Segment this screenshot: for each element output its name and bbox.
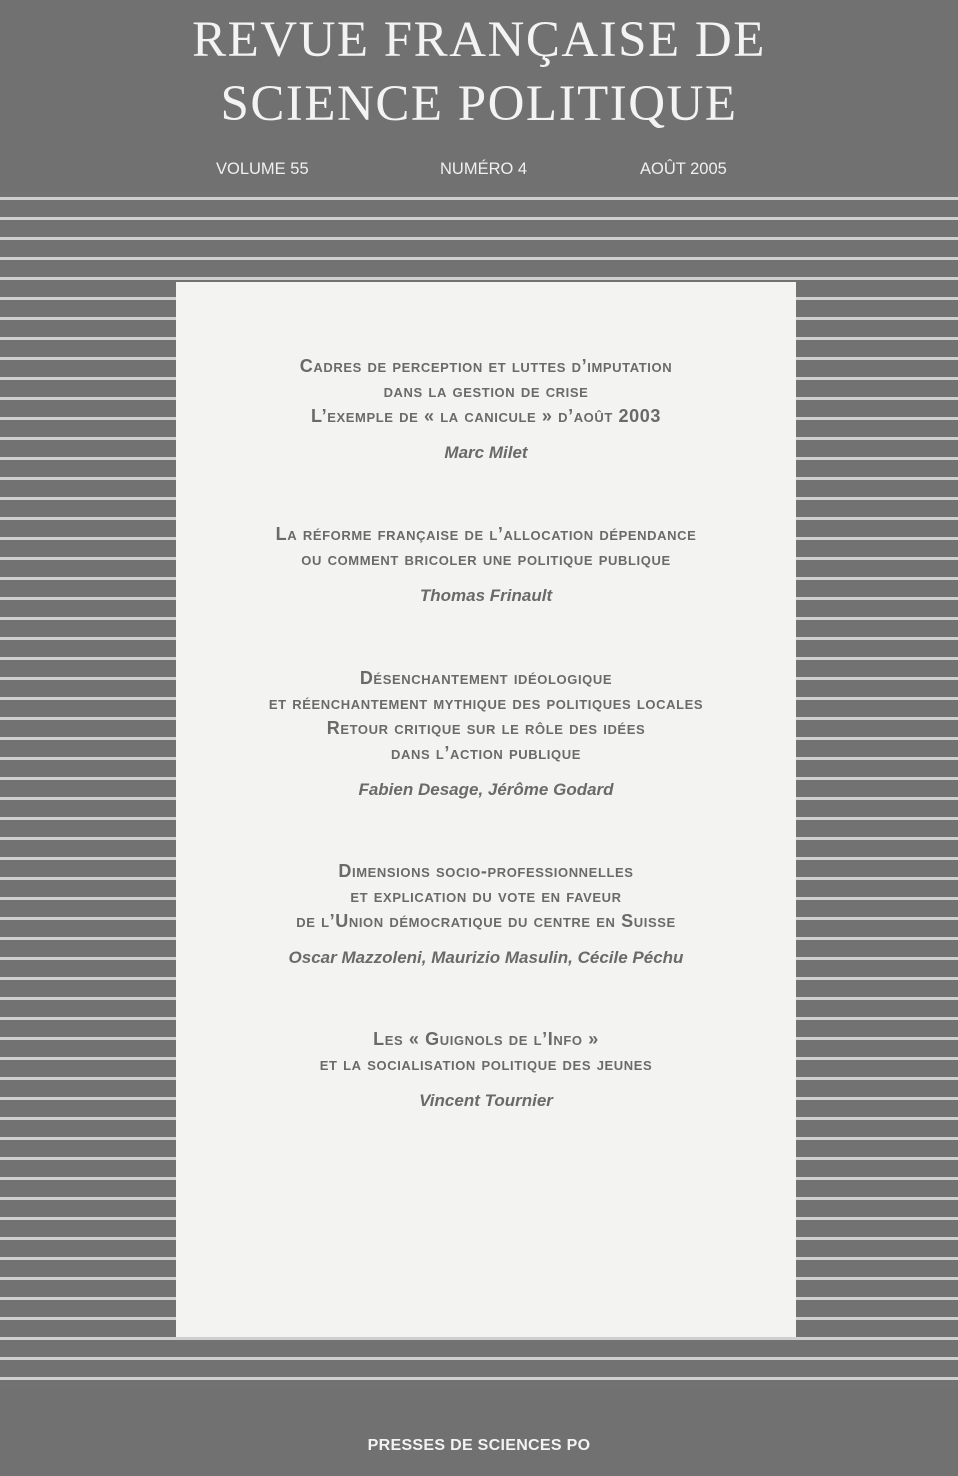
- article-title: [176, 1027, 796, 1077]
- article-3: [176, 666, 796, 801]
- article-title-line: et la socialisation politique des jeunes: [319, 1054, 653, 1074]
- article-2: [176, 522, 796, 607]
- article-4: [176, 859, 796, 969]
- article-title-line: ou comment bricoler une politique publique: [301, 549, 671, 569]
- article-title-line: Retour critique sur le rôle des idées: [326, 718, 646, 738]
- issue-number: NUMÉRO 4: [440, 160, 528, 178]
- article-title-line: La réforme française de l’allocation dépendance: [275, 524, 697, 544]
- issue-date: AOÛT 2005: [640, 160, 727, 178]
- article-title-line: Désenchantement idéologique: [359, 668, 613, 688]
- footer-band: [0, 1388, 958, 1476]
- article-title-line: et explication du vote en faveur: [350, 886, 622, 906]
- article-title-line: Les « Guignols de l’Info »: [373, 1029, 599, 1049]
- article-title-line: Dimensions socio-professionnelles: [338, 861, 634, 881]
- article-authors: Oscar Mazzoleni, Maurizio Masulin, Cécile Péchu: [288, 948, 684, 967]
- journal-title-line-1: REVUE FRANÇAISE DE: [192, 12, 766, 68]
- article-title: [176, 859, 796, 934]
- article-title-line: et réenchantement mythique des politiques locales: [268, 693, 704, 713]
- journal-title: [0, 8, 958, 136]
- article-authors: Thomas Frinault: [419, 586, 553, 605]
- article-title-line: de l’Union démocratique du centre en Suisse: [296, 911, 676, 931]
- issue-volume: VOLUME 55: [216, 160, 309, 178]
- article-authors: Vincent Tournier: [419, 1091, 553, 1110]
- article-1: [176, 354, 796, 464]
- article-authors: Fabien Desage, Jérôme Godard: [358, 780, 614, 799]
- contents-panel: [176, 282, 796, 1337]
- article-title: [176, 522, 796, 572]
- article-title-line: dans l’action publique: [391, 743, 581, 763]
- article-title-line: Cadres de perception et luttes d’imputation: [299, 356, 673, 376]
- article-5: [176, 1027, 796, 1112]
- article-title: [176, 666, 796, 766]
- journal-title-line-2: SCIENCE POLITIQUE: [220, 76, 738, 132]
- article-title: [176, 354, 796, 429]
- article-title-line: L’exemple de « la canicule » d’août 2003: [311, 406, 661, 426]
- publisher-name: PRESSES DE SCIENCES PO: [367, 1437, 591, 1454]
- article-authors: Marc Milet: [444, 443, 528, 462]
- article-title-line: dans la gestion de crise: [383, 381, 589, 401]
